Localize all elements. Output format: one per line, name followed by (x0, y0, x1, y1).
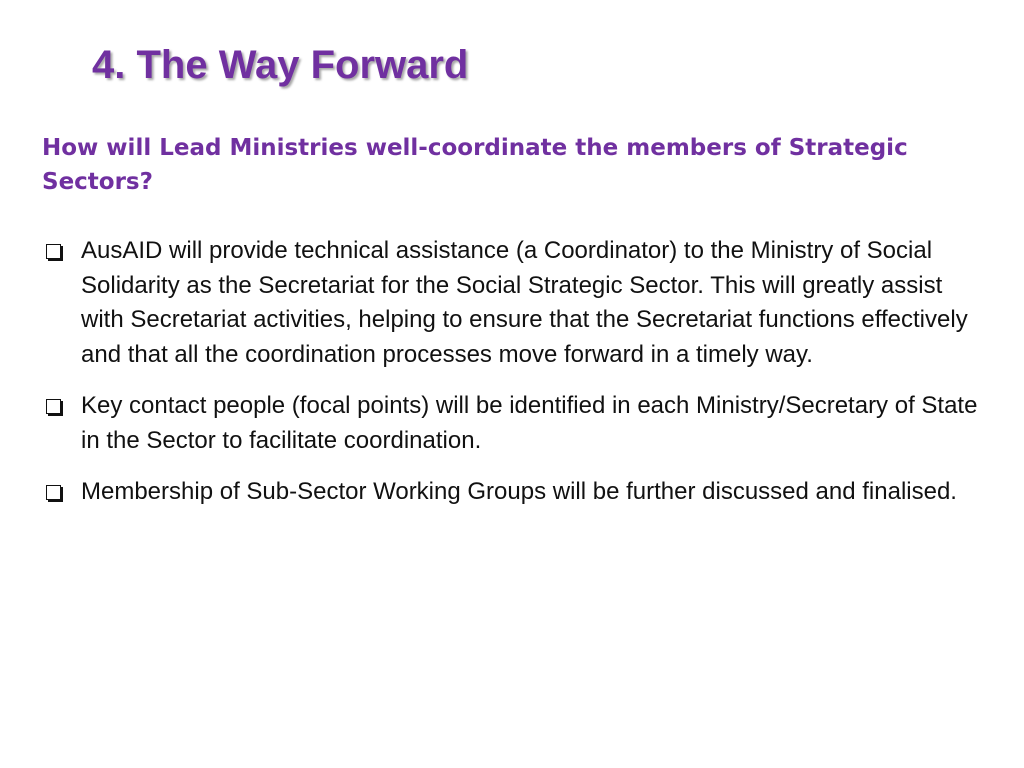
slide-subtitle: How will Lead Ministries well-coordinate the members of Strategic Sectors? (42, 135, 908, 195)
bullet-list (42, 234, 982, 527)
bullet-text: Key contact people (focal points) will be identified in each Ministry/Secretary of State in the Sector to facilitate coordination. (81, 392, 978, 454)
checkbox-icon (46, 244, 61, 259)
slide-title: 4. The Way Forward (92, 43, 469, 87)
checkbox-icon (46, 399, 61, 414)
checkbox-icon (46, 485, 61, 500)
bullet-item (42, 389, 982, 458)
bullet-item (42, 475, 982, 510)
bullet-text: AusAID will provide technical assistance (a Coordinator) to the Ministry of Social Solidarity as the Secretariat for the Social Strategic Sector. This will greatly assist with Secretariat activities, helping to ensure that the Secretariat functions effectively and that all the coordination processes move forward in a timely way. (81, 237, 968, 368)
bullet-item (42, 234, 982, 372)
bullet-text: Membership of Sub-Sector Working Groups will be further discussed and finalised. (81, 478, 957, 505)
